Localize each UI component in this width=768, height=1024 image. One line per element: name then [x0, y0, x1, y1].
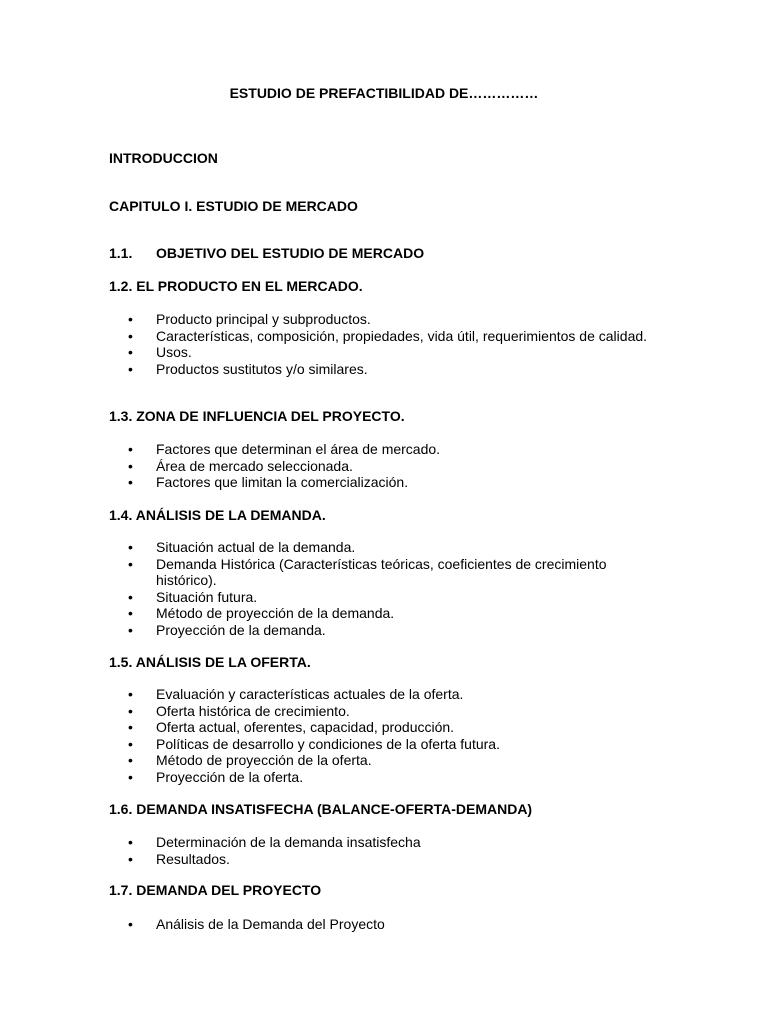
list-item — [128, 622, 648, 639]
list-item — [128, 719, 648, 736]
list-item — [128, 328, 648, 345]
list-item — [128, 686, 648, 703]
bullet-icon: • — [128, 834, 133, 850]
list-item-text: Políticas de desarrollo y condiciones de la oferta futura. — [156, 735, 500, 752]
list-item-text: Situación actual de la demanda. — [156, 539, 356, 555]
list-item-text: Análisis de la Demanda del Proyecto — [156, 916, 385, 932]
list-item-text: Determinación de la demanda insatisfecha — [156, 834, 421, 850]
list-item — [128, 916, 648, 933]
list-item — [128, 344, 648, 361]
section-heading-1-7: 1.7. DEMANDA DEL PROYECTO — [109, 882, 322, 898]
list-item-text: Oferta actual, oferentes, capacidad, producción. — [156, 719, 455, 735]
list-item — [128, 556, 648, 589]
section-heading-1-5: 1.5. ANÁLISIS DE LA OFERTA. — [109, 654, 311, 670]
bullet-icon: • — [128, 457, 133, 474]
list-item — [128, 703, 648, 720]
list-item — [128, 736, 648, 753]
bullet-icon: • — [128, 686, 133, 702]
list-item — [128, 851, 648, 868]
section-heading-1-3: 1.3. ZONA DE INFLUENCIA DEL PROYECTO. — [109, 408, 405, 424]
document-title: ESTUDIO DE PREFACTIBILIDAD DE…………… — [229, 85, 539, 101]
list-item-text: Método de proyección de la demanda. — [156, 605, 395, 621]
bullet-icon: • — [128, 311, 133, 327]
bullet-list-1-4 — [128, 539, 648, 638]
list-item-text: Situación futura. — [156, 588, 258, 605]
list-item — [128, 589, 648, 606]
chapter-heading: CAPITULO I. ESTUDIO DE MERCADO — [109, 198, 358, 214]
bullet-icon: • — [128, 916, 133, 932]
bullet-icon: • — [128, 360, 133, 377]
bullet-icon: • — [128, 474, 133, 490]
list-item-text: Oferta histórica de crecimiento. — [156, 702, 350, 719]
list-item — [128, 769, 648, 786]
bullet-icon: • — [128, 588, 133, 605]
bullet-icon: • — [128, 735, 133, 752]
bullet-icon: • — [128, 441, 133, 457]
bullet-icon: • — [128, 605, 133, 621]
list-item-text: Factores que limitan la comercialización. — [156, 474, 409, 490]
section-title: OBJETIVO DEL ESTUDIO DE MERCADO — [156, 245, 425, 261]
list-item-text: Productos sustitutos y/o similares. — [156, 360, 368, 377]
section-heading-1-6: 1.6. DEMANDA INSATISFECHA (BALANCE-OFERTA-DEMANDA) — [109, 801, 533, 817]
list-item-text: Factores que determinan el área de mercado. — [156, 441, 441, 457]
bullet-icon: • — [128, 621, 133, 638]
list-item-text: Características, composición, propiedades, vida útil, requerimientos de calidad. — [156, 327, 648, 344]
list-item-text: Demanda Histórica (Características teóricas, coeficientes de crecimiento histórico). — [156, 555, 607, 588]
list-item — [128, 474, 648, 491]
list-item-text: Proyección de la demanda. — [156, 621, 326, 638]
list-item — [128, 752, 648, 769]
bullet-icon: • — [128, 702, 133, 719]
list-item-text: Producto principal y subproductos. — [156, 311, 371, 327]
list-item-text: Resultados. — [156, 850, 230, 867]
list-item-text: Proyección de la oferta. — [156, 768, 304, 785]
bullet-list-1-2 — [128, 311, 648, 377]
section-heading-1-1 — [109, 245, 424, 262]
list-item-text: Método de proyección de la oferta. — [156, 752, 372, 768]
bullet-icon: • — [128, 752, 133, 768]
list-item-text: Evaluación y características actuales de la oferta. — [156, 686, 464, 702]
list-item — [128, 605, 648, 622]
list-item — [128, 834, 648, 851]
bullet-icon: • — [128, 555, 133, 572]
section-number: 1.1. — [109, 245, 133, 261]
bullet-icon: • — [128, 327, 133, 344]
list-item — [128, 441, 648, 458]
list-item-text: Usos. — [156, 344, 192, 360]
list-item — [128, 539, 648, 556]
list-item — [128, 458, 648, 475]
bullet-icon: • — [128, 344, 133, 360]
bullet-list-1-7 — [128, 916, 648, 933]
bullet-list-1-3 — [128, 441, 648, 491]
list-item — [128, 311, 648, 328]
bullet-icon: • — [128, 539, 133, 555]
bullet-list-1-6 — [128, 834, 648, 867]
list-item-text: Área de mercado seleccionada. — [156, 457, 353, 474]
introduccion-heading: INTRODUCCION — [109, 150, 218, 166]
section-heading-1-2: 1.2. EL PRODUCTO EN EL MERCADO. — [109, 278, 363, 294]
bullet-icon: • — [128, 719, 133, 735]
list-item — [128, 361, 648, 378]
bullet-icon: • — [128, 768, 133, 785]
bullet-list-1-5 — [128, 686, 648, 785]
section-heading-1-4: 1.4. ANÁLISIS DE LA DEMANDA. — [109, 507, 326, 523]
bullet-icon: • — [128, 850, 133, 867]
